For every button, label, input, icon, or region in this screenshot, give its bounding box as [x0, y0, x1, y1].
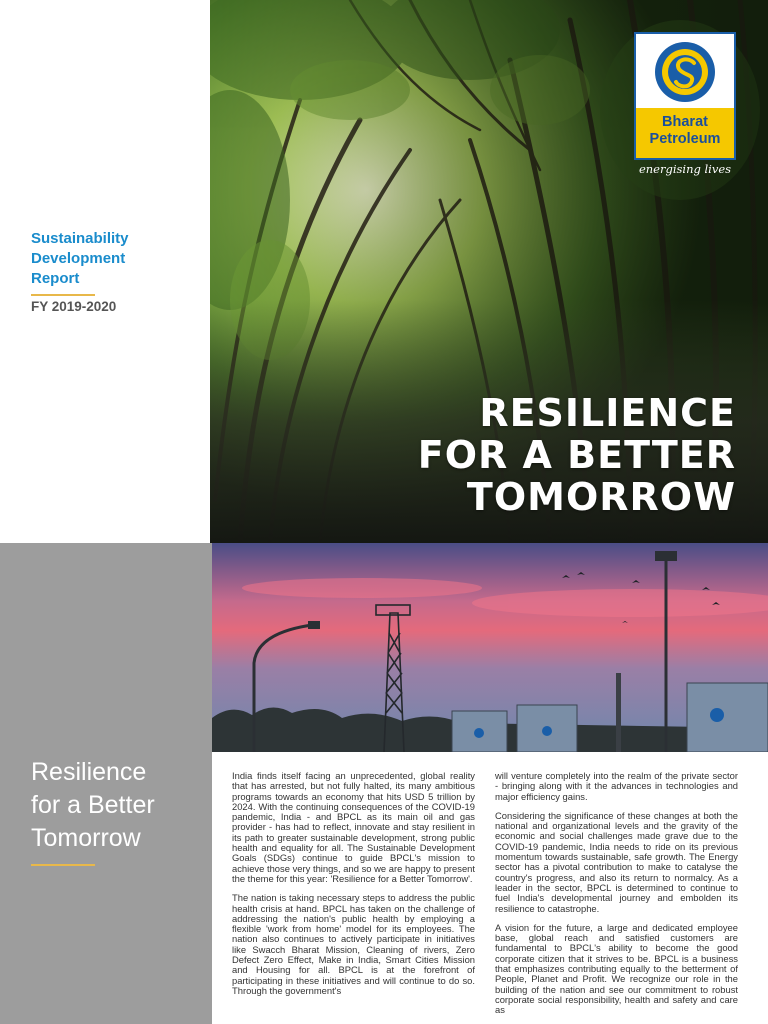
- body-paragraph: The nation is taking necessary steps to address the public health crisis at hand. BPCL has taken on the challenge of addressing the nation's public health by employing a flexible 'work from home' model for its employees. The nation also continues to actively participate in initiatives like Swacch Bharat Mission, Cleaning of rivers, Zero Defect Zero Effect, Make in India, Smart Cities Mission and Housing for all. BPCL is at the forefront of participating in these initiatives and will continue to do so. Through the government's: [232, 892, 475, 996]
- hero-headline: [418, 392, 736, 518]
- hero-headline-line-1: RESILIENCE: [479, 391, 736, 435]
- logo-tagline: energising lives: [638, 162, 732, 176]
- body-column-right: [495, 771, 738, 1024]
- body-column-left: [232, 771, 475, 1024]
- report-title: [31, 229, 201, 289]
- logo-name-line-2: Petroleum: [649, 131, 721, 147]
- section-title: [31, 756, 155, 855]
- bharat-petroleum-logo: [634, 32, 736, 160]
- body-paragraph: A vision for the future, a large and dedicated employee base, global reach and satisfied customers are fundamental to BPCL's ability to become the good corporate citizen that it strives to be. BPCL is a business that emphasizes contributing equally to the betterment of People, Planet and Profit. We recognize our role in the building of the nation and see our commitment to robust corporate social responsibility, health and safety and care as: [495, 921, 738, 1016]
- section-title-divider: [31, 864, 95, 866]
- logo-emblem-icon: [636, 34, 734, 108]
- section-title-line-2: for a Better: [31, 791, 155, 819]
- section-title-line-1: Resilience: [31, 758, 147, 786]
- section-title-line-3: Tomorrow: [31, 824, 141, 852]
- body-paragraph: will venture completely into the realm of the private sector - bringing along with it the advances in technologies and major efficiency gains.: [495, 771, 738, 802]
- hero-headline-line-2: FOR A BETTER: [417, 433, 736, 477]
- report-title-line-1: Sustainability: [31, 230, 129, 247]
- hero-headline-line-3: TOMORROW: [466, 475, 736, 519]
- refinery-sunset-photo: [212, 543, 768, 752]
- refinery-illustration: [212, 543, 768, 752]
- title-divider: [31, 294, 95, 296]
- body-paragraph: Considering the significance of these changes at both the national and organizational levels and the gravity of the economic and social challenges made grave due to the COVID-19 pandemic, India needs to ride on its previous momentum towards sustainable, safe growth. The Energy sector has a pivotal contribution to make to catalyse the country's progress, and also its return to normalcy. As a leader in the sector, BPCL is determined to continue to fuel India's developmental journey and embolden its resilience to catastrophe.: [495, 809, 738, 914]
- logo-name-line-1: Bharat: [662, 114, 708, 130]
- body-paragraph: India finds itself facing an unprecedented, global reality that has arrested, but not fully halted, its many ambitious programs towards an economy that hits USD 5 trillion by 2024. With the continuing consequences of the COVID-19 pandemic, India - and BPCL as its main oil and gas provider - has had to reflect, innovate and stay resilient in its path to greater sustainable development, strong public health and equality for all. The Sustainable Development Goals (SDGs) continue to guide BPCL's mission to achieve those very things, and so we are happy to present the theme for this year: 'Resilience for a Better Tomorrow'.: [232, 771, 475, 884]
- report-title-line-3: Report: [31, 270, 80, 287]
- fiscal-year-label: FY 2019-2020: [31, 299, 117, 314]
- report-title-line-2: Development: [31, 250, 126, 267]
